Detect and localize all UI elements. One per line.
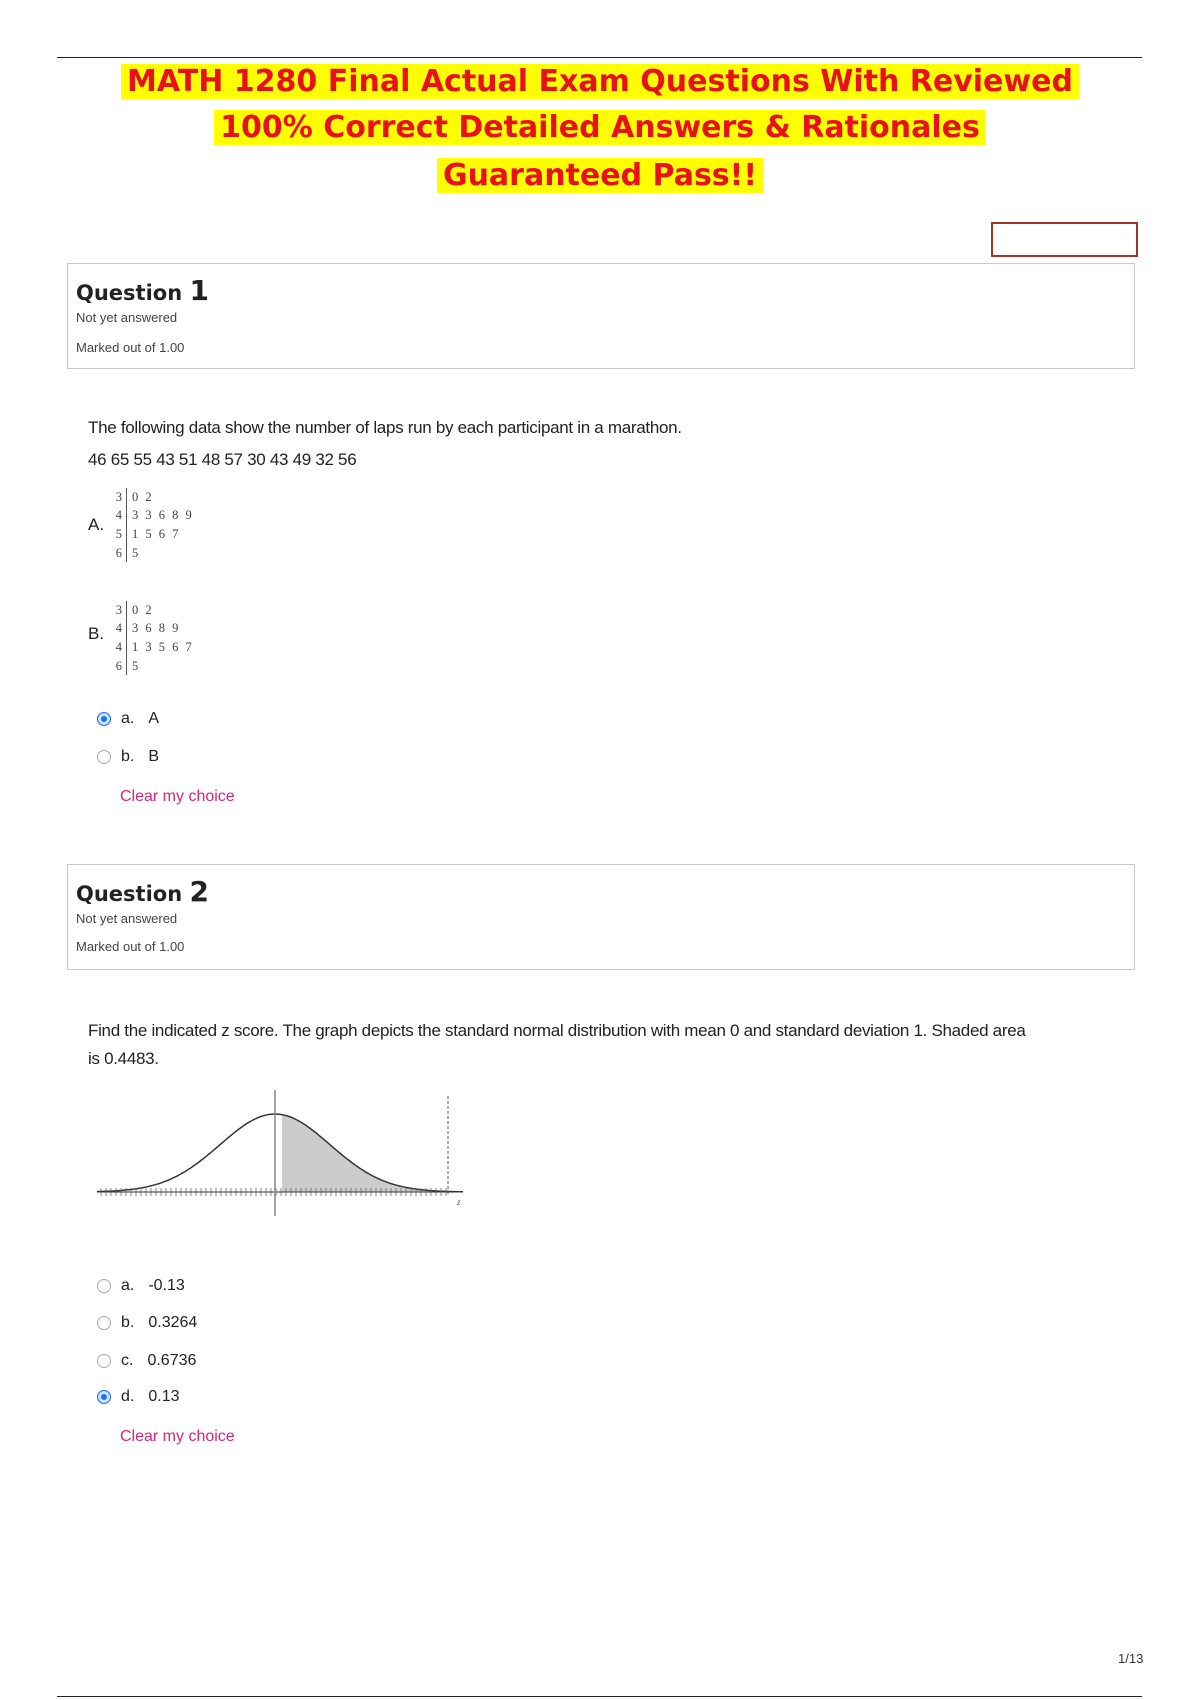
option-a[interactable] — [97, 710, 159, 728]
radio-unselected[interactable] — [97, 750, 111, 764]
option-b[interactable] — [97, 748, 159, 766]
question-heading: Question 1 — [76, 274, 209, 307]
radio-unselected[interactable] — [97, 1354, 111, 1368]
option-value: 0.6736 — [147, 1352, 197, 1369]
document-title — [0, 59, 1200, 199]
top-rule — [57, 57, 1142, 58]
option-d[interactable] — [97, 1388, 179, 1406]
normal-curve — [97, 1114, 463, 1192]
clear-choice-link[interactable]: Clear my choice — [120, 1428, 235, 1445]
question-data: 46 65 55 43 51 48 57 30 43 49 32 56 — [88, 450, 357, 469]
axis-label-z: z — [457, 1197, 461, 1207]
option-value: 0.3264 — [148, 1314, 198, 1331]
option-c[interactable] — [97, 1352, 196, 1370]
plot-b-label: B. — [88, 624, 105, 643]
question-2-info — [67, 864, 1135, 970]
clear-choice-link[interactable]: Clear my choice — [120, 788, 235, 805]
option-letter: b. — [121, 748, 135, 765]
radio-unselected[interactable] — [97, 1316, 111, 1330]
radio-selected[interactable] — [97, 712, 111, 726]
normal-distribution-graph — [95, 1088, 470, 1218]
option-letter: d. — [121, 1388, 135, 1405]
radio-unselected[interactable] — [97, 1279, 111, 1293]
option-value: -0.13 — [148, 1277, 185, 1294]
bottom-rule — [57, 1696, 1142, 1697]
question-text: The following data show the number of laps run by each participant in a marathon. — [88, 418, 682, 437]
option-value: 0.13 — [148, 1388, 180, 1405]
title-line-3: Guaranteed Pass!! — [437, 158, 763, 193]
question-1-info — [67, 263, 1135, 369]
option-letter: a. — [121, 1277, 135, 1294]
question-marks: Marked out of 1.00 — [76, 340, 185, 355]
question-status: Not yet answered — [76, 911, 178, 926]
stem-leaf-plot-b: 3 0 2 4 3 6 8 9 4 1 3 5 6 7 6 5 — [115, 603, 194, 673]
option-b[interactable] — [97, 1314, 197, 1332]
title-line-1: MATH 1280 Final Actual Exam Questions With Reviewed — [121, 64, 1079, 99]
option-value: B — [148, 748, 160, 765]
stem-leaf-plot-a: 3 0 2 4 3 3 6 8 9 5 1 5 6 7 6 5 — [115, 490, 194, 560]
option-letter: c. — [121, 1352, 134, 1369]
title-line-2: 100% Correct Detailed Answers & Rationales — [214, 110, 986, 145]
option-a[interactable] — [97, 1277, 185, 1295]
page-number: 1/13 — [1118, 1651, 1144, 1666]
radio-selected[interactable] — [97, 1390, 111, 1404]
plot-a-label: A. — [88, 515, 105, 534]
option-value: A — [148, 710, 160, 727]
question-heading: Question 2 — [76, 875, 209, 908]
option-letter: b. — [121, 1314, 135, 1331]
question-text-cont: is 0.4483. — [88, 1049, 159, 1068]
red-box — [991, 222, 1138, 257]
option-letter: a. — [121, 710, 135, 727]
question-status: Not yet answered — [76, 310, 178, 325]
question-text: Find the indicated z score. The graph depicts the standard normal distribution with mean 0 and standard deviation 1. Shaded area — [88, 1021, 1026, 1040]
question-marks: Marked out of 1.00 — [76, 939, 185, 954]
